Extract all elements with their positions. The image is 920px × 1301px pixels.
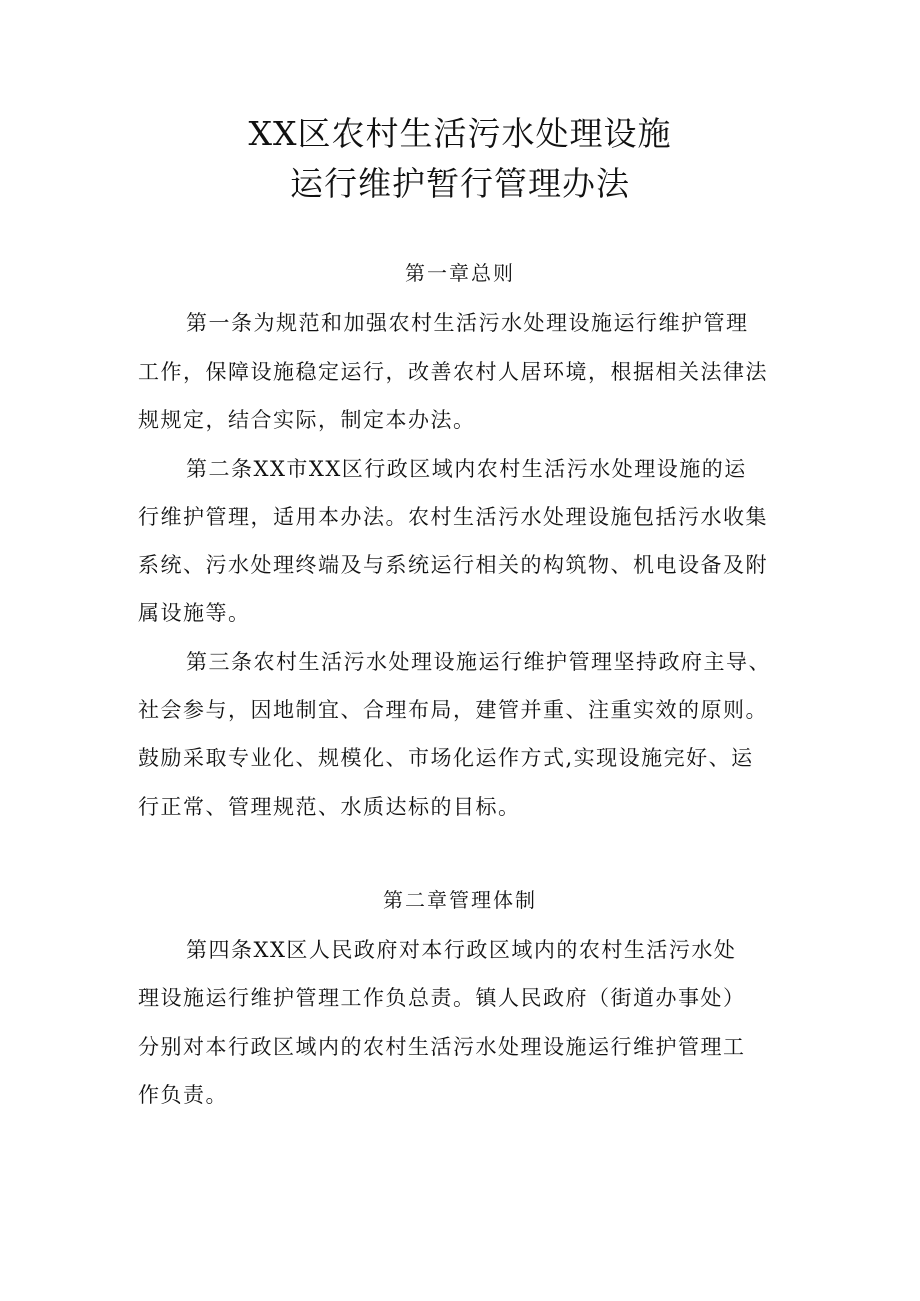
chapter-2-heading: 第二章管理体制 [383,888,537,912]
article-3-line-2: 社会参与，因地制宜、合理布局，建管并重、注重实效的原则。 [138,698,768,722]
article-3-line-3: 鼓励采取专业化、规模化、市场化运作方式,实现设施完好、运 [138,746,754,770]
article-2-line-3: 系统、污水处理终端及与系统运行相关的构筑物、机电设备及附 [138,553,768,577]
article-2-line-2: 行维护管理，适用本办法。农村生活污水处理设施包括污水收集 [138,505,768,529]
article-2-line-4: 属设施等。 [138,601,251,625]
article-1-line-2: 工作，保障设施稳定运行，改善农村人居环境，根据相关法律法 [138,360,768,384]
article-2-line-1: 第二条XX市XX区行政区域内农村生活污水处理设施的运 [186,457,747,481]
article-1-line-3: 规规定，结合实际，制定本办法。 [138,408,476,432]
article-4-line-3: 分别对本行政区域内的农村生活污水处理设施运行维护管理工 [138,1035,746,1059]
article-1-line-1: 第一条为规范和加强农村生活污水处理设施运行维护管理 [186,311,749,335]
document-title-line-1: XX区农村生活污水处理设施 [248,114,672,153]
article-4-line-2: 理设施运行维护管理工作负总责。镇人民政府（街道办事处） [138,986,746,1010]
article-3-line-4: 行正常、管理规范、水质达标的目标。 [138,795,521,819]
article-4-line-1: 第四条XX区人民政府对本行政区域内的农村生活污水处 [186,938,737,962]
chapter-1-heading: 第一章总则 [405,261,515,285]
document-title-line-2: 运行维护暂行管理办法 [290,164,630,203]
article-4-line-4: 作负责。 [138,1083,228,1107]
article-3-line-1: 第三条农村生活污水处理设施运行维护管理坚持政府主导、 [186,650,771,674]
